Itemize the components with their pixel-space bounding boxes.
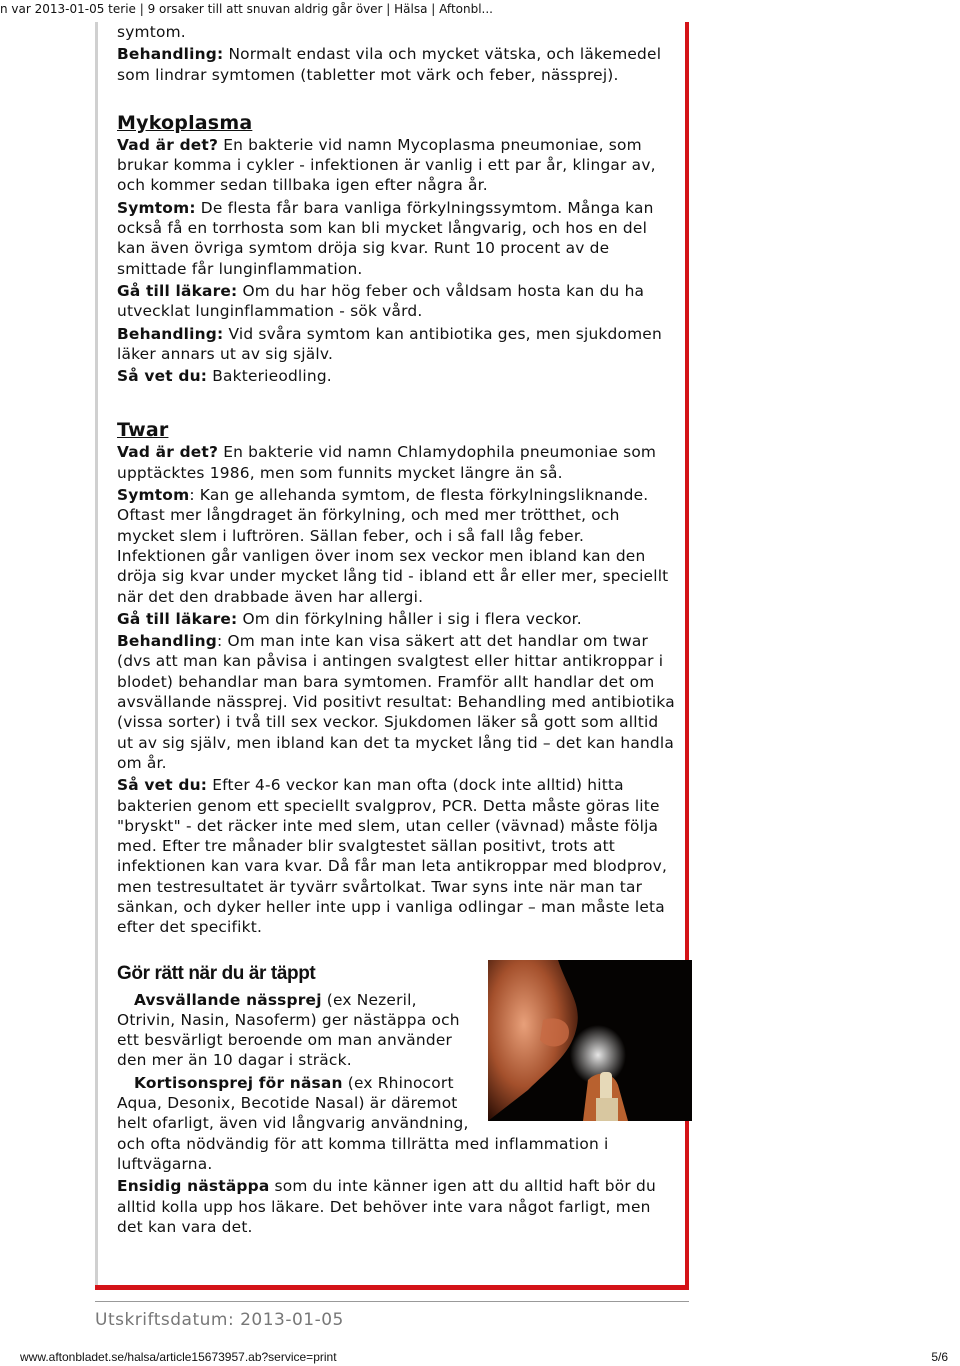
twar-symtom: Symtom: Kan ge allehanda symtom, de flesta förkylningsliknande. Oftast mer långdraget än förkylning, och med mer trötthet, och mycket slem i luftrören. Sällan feber, och i så fall låg feber. Infektionen går vanligen över inom sex veckor men ibland kan den dröja sig kvar under mycket lång tid - ibland ett år eller mer, speciellt när det den drabbade även har allergi. <box>117 486 669 606</box>
nasal-spray-photo <box>488 960 692 1121</box>
mykoplasma-lakare: Gå till läkare: Om du har hög feber och våldsam hosta kan du ha utvecklat lunginflammation - sök vård. <box>117 281 645 321</box>
page-number: 5/6 <box>931 1350 948 1364</box>
paragraph-top-behandling: Behandling: Normalt endast vila och mycket vätska, och läkemedel som lindrar symtomen (tabletter mot värk och feber, nässprej). <box>117 45 662 84</box>
paragraph-top-tail: symtom. <box>117 23 186 41</box>
mykoplasma-behandling: Behandling: Vid svåra symtom kan antibiotika ges, men sjukdomen läker annars ut av sig själv. <box>117 324 662 363</box>
section-title-mykoplasma: Mykoplasma <box>117 111 253 134</box>
frame-left-border <box>95 22 98 1290</box>
mykoplasma-symtom: Symtom: De flesta får bara vanliga förkylningssymtom. Många kan också få en torrhosta som kan bli mycket långvarig, och hos en del kan även övriga symtom dröja sig kvar. Runt 10 procent av de smittade får lunginflammation. <box>117 198 654 278</box>
frame-bottom-border <box>95 1285 689 1290</box>
article-body <box>117 22 677 1239</box>
guide-paragraph-3: Ensidig nästäppa som du inte känner igen att du alltid haft bör du alltid kolla upp hos läkare. Det behöver inte vara något farligt, men det kan vara det. <box>117 1177 656 1236</box>
print-date: Utskriftsdatum: 2013-01-05 <box>95 1310 344 1330</box>
guide-title: Gör rätt när du är täppt <box>117 962 316 984</box>
guide-paragraph-1: Avsvällande nässprej (ex Nezeril, Otrivin, Nasin, Nasoferm) ger nästäppa och ett besvärligt beroende om man använder den mer än 10 dagar i sträck. <box>117 990 460 1070</box>
footer-divider <box>95 1301 689 1302</box>
nasal-spray-photo-icon <box>488 960 692 1121</box>
twar-savet: Så vet du: Efter 4-6 veckor kan man ofta (dock inte alltid) hitta bakterien genom ett speciellt svalgprov, PCR. Detta måste göras lite "bryskt" - det räcker inte med slem, utan celler (vävnad) måste följa med. Efter tre månader blir svalgtestet sällan positivt, trots att infektionen kan vara kvar. Då får man leta antikroppar med blodprov, men testresultatet är tyvärr svårtolkat. Twar syns inte när man tar sänkan, och dyker heller inte upp i vanliga odlingar – man måste leta efter det specifikt. <box>117 776 668 937</box>
page-url: www.aftonbladet.se/halsa/article15673957.ab?service=print <box>20 1350 337 1364</box>
print-header: n var 2013-01-05 terie | 9 orsaker till att snuvan aldrig går över | Hälsa | Aftonbl... <box>0 2 493 16</box>
guide-box <box>117 962 677 1238</box>
mykoplasma-savet: Så vet du: Bakterieodling. <box>117 367 332 386</box>
twar-behandling: Behandling: Om man inte kan visa säkert att det handlar om twar (dvs att man kan påvisa i antingen svalgtest eller hittar antikroppar i blodet) behandlar man bara symtomen. Framför allt handlar det om avsvällande nässprej. Vid positivt resultat: Behandling med antibiotika (vissa sorter) i två till sex veckor. Sjukdomen läker så gott som alltid ut av sig själv, men ibland kan det ta mycket lång tid – det kan handla om år. <box>117 632 675 772</box>
mykoplasma-vad: Vad är det? En bakterie vid namn Mycoplasma pneumoniae, som brukar komma i cykler - infektionen är vanlig i ett par år, klingar av, och kommer sedan tillbaka igen efter några år. <box>117 135 656 195</box>
twar-vad: Vad är det? En bakterie vid namn Chlamydophila pneumoniae som upptäcktes 1986, men som funnits mycket längre än så. <box>117 443 657 482</box>
section-title-twar: Twar <box>117 419 169 442</box>
twar-lakare: Gå till läkare: Om din förkylning håller i sig i flera veckor. <box>117 609 582 628</box>
guide-paragraph-2: Kortisonsprej för näsan (ex Rhinocort Aqua, Desonix, Becotide Nasal) är däremot helt ofarligt, även vid långvarig användning, och ofta nödvändig för att komma tillrätta med inflammation i luftvägarna. <box>117 1073 609 1173</box>
